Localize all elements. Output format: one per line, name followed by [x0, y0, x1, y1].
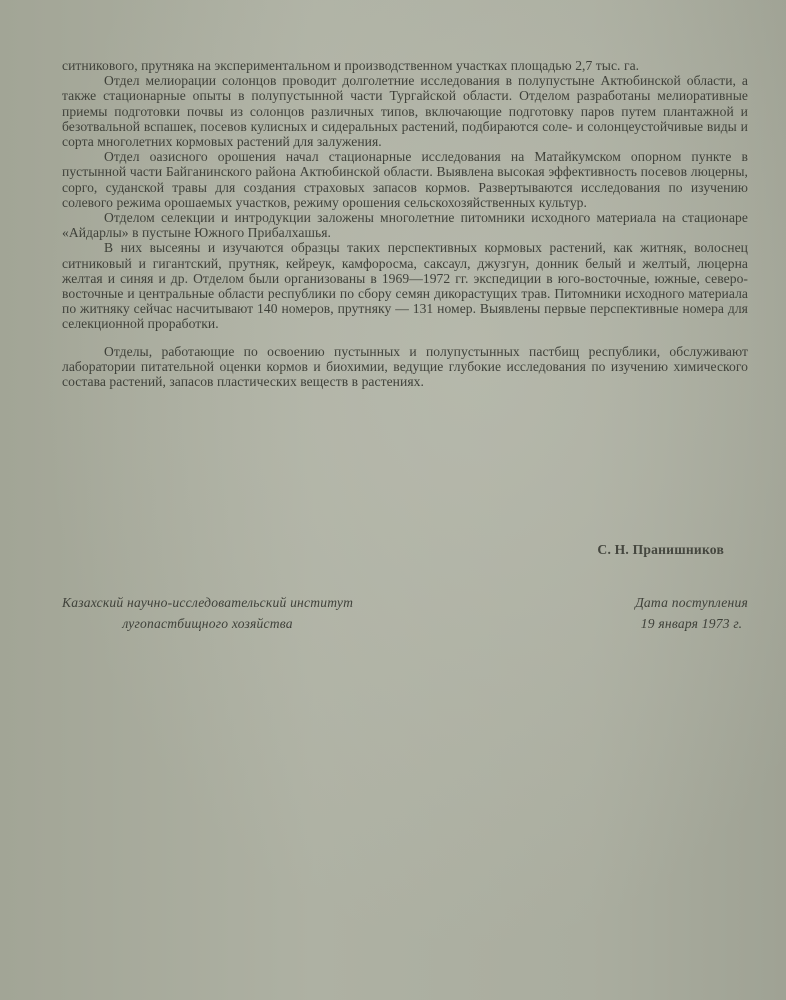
received-date-block — [635, 592, 748, 634]
body-text — [62, 58, 748, 389]
institute-block — [62, 592, 353, 634]
institute-line-2: лугопастбищного хозяйства — [122, 616, 293, 631]
author-signature: С. Н. Пранишников — [597, 542, 724, 557]
document-page — [62, 58, 748, 658]
paragraph-2: Отдел мелиорации солонцов проводит долголетние исследования в полупустыне Актюбинской области, а также стационарные опыты в полупустынной части Тургайской области. Отделом разработаны мелиоративные приемы подготовки почвы из солонцов различных типов, включающие подготовку паров путем плантажной и безотвальной вспашек, посевов кулисных и сидеральных растений, подбираются соле- и солонцеустойчивые виды и сорта многолетних кормовых растений для залужения. — [62, 73, 748, 150]
received-date: 19 января 1973 г. — [640, 616, 743, 631]
paragraph-6: Отделы, работающие по освоению пустынных и полупустынных пастбищ республики, обслуживают лаборатории питательной оценки кормов и биохимии, ведущие глубокие исследования по изучению химического состава растений, запасов пластических веществ в растениях. — [62, 343, 748, 390]
received-label: Дата поступления — [635, 595, 748, 610]
institute-line-1: Казахский научно-исследовательский институт — [62, 595, 354, 610]
paragraph-5: В них высеяны и изучаются образцы таких перспективных кормовых растений, как житняк, волоснец ситниковый и гигантский, прутняк, кейреук, камфоросма, саксаул, джузгун, донник белый и желтый, люцерна желтая и синяя и др. Отделом были организованы в 1969—1972 гг. экспедиции в юго-восточные, южные, северо-восточные и центральные области республики по сбору семян дикорастущих трав. Питомники исходного материала по житняку сейчас насчитывают 140 номеров, прутняку — 131 номер. Выявлены первые перспективные номера для селекционной проработки. — [62, 240, 748, 332]
paragraph-1: ситникового, прутняка на экспериментальном и производственном участках площадью 2,7 тыс. га. — [62, 58, 640, 73]
paragraph-3: Отдел оазисного орошения начал стационарные исследования на Матайкумском опорном пункте в пустынной части Байганинского района Актюбинской области. Выявлена высокая эффективность посевов люцерны, сорго, суданской травы для создания страховых запасов кормов. Развертываются исследования по изучению солевого режима орошаемых участков, режиму орошения сельскохозяйственных культур. — [62, 149, 748, 210]
paragraph-4: Отделом селекции и интродукции заложены многолетние питомники исходного материала на стационаре «Айдарлы» в пустыне Южного Прибалхашья. — [62, 210, 748, 241]
